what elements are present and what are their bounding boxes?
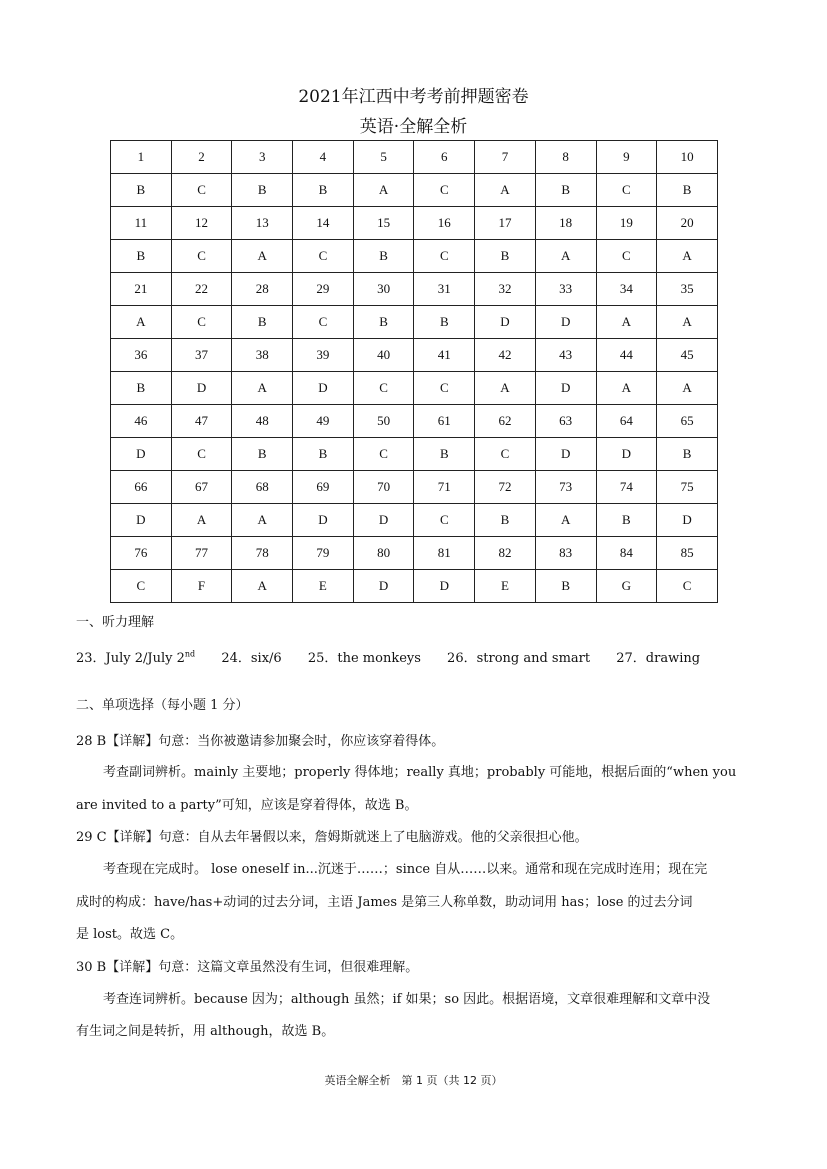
- table-cell: A: [111, 306, 172, 339]
- table-cell: 41: [414, 339, 475, 372]
- table-cell: 7: [475, 141, 536, 174]
- table-cell: 39: [293, 339, 354, 372]
- q29-explanation-line: 考查现在完成时。 lose oneself in...沉迷于……；since 自从……以来。通常和现在完成时连用；现在完: [103, 862, 708, 877]
- table-cell: 14: [293, 207, 354, 240]
- table-cell: 67: [171, 471, 232, 504]
- table-cell: D: [596, 438, 657, 471]
- table-cell: 61: [414, 405, 475, 438]
- table-cell: 1: [111, 141, 172, 174]
- table-cell: 73: [535, 471, 596, 504]
- table-cell: 4: [293, 141, 354, 174]
- table-cell: 9: [596, 141, 657, 174]
- table-cell: 2: [171, 141, 232, 174]
- table-cell: A: [232, 240, 293, 273]
- table-cell: C: [596, 174, 657, 207]
- table-row: [111, 240, 718, 273]
- table-cell: 46: [111, 405, 172, 438]
- q30-explanation-line: 有生词之间是转折，用 although，故选 B。: [76, 1024, 335, 1039]
- table-cell: D: [535, 306, 596, 339]
- table-cell: 29: [293, 273, 354, 306]
- table-cell: 34: [596, 273, 657, 306]
- table-cell: 18: [535, 207, 596, 240]
- table-cell: 81: [414, 537, 475, 570]
- table-row: [111, 306, 718, 339]
- table-cell: B: [414, 306, 475, 339]
- answer-25: 25．the monkeys: [307, 651, 421, 667]
- table-cell: 66: [111, 471, 172, 504]
- table-cell: C: [353, 438, 414, 471]
- table-cell: D: [293, 504, 354, 537]
- q28-explanation-line: 考查副词辨析。mainly 主要地；properly 得体地；really 真地；probably 可能地，根据后面的“when you: [103, 765, 737, 780]
- q29-explanation-line: 是 lost。故选 C。: [76, 927, 184, 942]
- table-cell: 72: [475, 471, 536, 504]
- table-cell: F: [171, 570, 232, 603]
- table-row: [111, 339, 718, 372]
- table-cell: 68: [232, 471, 293, 504]
- table-row: [111, 372, 718, 405]
- table-cell: A: [475, 372, 536, 405]
- table-cell: 11: [111, 207, 172, 240]
- table-cell: D: [535, 438, 596, 471]
- table-cell: C: [657, 570, 718, 603]
- listening-answers: [76, 646, 722, 668]
- table-cell: C: [475, 438, 536, 471]
- table-cell: D: [475, 306, 536, 339]
- table-cell: B: [475, 504, 536, 537]
- table-cell: 48: [232, 405, 293, 438]
- table-cell: C: [111, 570, 172, 603]
- table-cell: D: [353, 504, 414, 537]
- table-cell: 17: [475, 207, 536, 240]
- table-row: [111, 207, 718, 240]
- table-cell: 76: [111, 537, 172, 570]
- table-cell: B: [293, 438, 354, 471]
- table-cell: A: [232, 372, 293, 405]
- q29-heading: 29 C【详解】句意：自从去年暑假以来，詹姆斯就迷上了电脑游戏。他的父亲很担心他。: [76, 830, 588, 845]
- table-cell: C: [171, 240, 232, 273]
- table-cell: C: [414, 372, 475, 405]
- table-cell: B: [596, 504, 657, 537]
- table-cell: C: [414, 504, 475, 537]
- table-cell: B: [414, 438, 475, 471]
- table-cell: 82: [475, 537, 536, 570]
- table-cell: C: [171, 174, 232, 207]
- table-cell: 49: [293, 405, 354, 438]
- table-row: [111, 438, 718, 471]
- table-cell: E: [475, 570, 536, 603]
- table-cell: D: [111, 438, 172, 471]
- table-cell: 44: [596, 339, 657, 372]
- table-cell: D: [414, 570, 475, 603]
- table-cell: 69: [293, 471, 354, 504]
- table-cell: B: [111, 372, 172, 405]
- table-cell: 85: [657, 537, 718, 570]
- table-cell: B: [232, 306, 293, 339]
- table-cell: 35: [657, 273, 718, 306]
- table-cell: 74: [596, 471, 657, 504]
- table-cell: D: [657, 504, 718, 537]
- table-cell: 8: [535, 141, 596, 174]
- table-cell: 33: [535, 273, 596, 306]
- table-row: [111, 405, 718, 438]
- section-heading-single-choice: 二、单项选择（每小题 1 分）: [76, 698, 249, 713]
- table-cell: 70: [353, 471, 414, 504]
- table-cell: C: [414, 174, 475, 207]
- table-cell: B: [232, 438, 293, 471]
- table-cell: A: [596, 306, 657, 339]
- table-cell: 50: [353, 405, 414, 438]
- table-cell: B: [657, 438, 718, 471]
- table-cell: A: [475, 174, 536, 207]
- page-title: 2021年江西中考考前押题密卷: [298, 87, 529, 107]
- table-cell: 62: [475, 405, 536, 438]
- table-cell: B: [111, 240, 172, 273]
- table-cell: C: [171, 438, 232, 471]
- table-cell: A: [657, 306, 718, 339]
- page-subtitle: 英语·全解全析: [359, 117, 468, 137]
- page-footer: 英语全解全析 第 1 页（共 12 页）: [324, 1074, 503, 1087]
- table-cell: B: [353, 240, 414, 273]
- q28-explanation-line: are invited to a party”可知，应该是穿着得体，故选 B。: [76, 798, 418, 813]
- table-cell: 22: [171, 273, 232, 306]
- table-cell: 71: [414, 471, 475, 504]
- table-row: [111, 570, 718, 603]
- table-cell: B: [293, 174, 354, 207]
- q30-explanation-line: 考查连词辨析。because 因为；although 虽然；if 如果；so 因此。根据语境，文章很难理解和文章中没: [103, 992, 711, 1007]
- table-cell: D: [171, 372, 232, 405]
- table-cell: A: [535, 504, 596, 537]
- table-cell: B: [535, 570, 596, 603]
- table-cell: B: [232, 174, 293, 207]
- table-cell: 36: [111, 339, 172, 372]
- answer-table: [110, 140, 718, 603]
- table-cell: 45: [657, 339, 718, 372]
- answer-27: 27．drawing: [616, 651, 701, 667]
- table-cell: 13: [232, 207, 293, 240]
- table-cell: A: [353, 174, 414, 207]
- table-cell: A: [657, 372, 718, 405]
- table-cell: 12: [171, 207, 232, 240]
- table-row: [111, 537, 718, 570]
- table-cell: 32: [475, 273, 536, 306]
- table-cell: E: [293, 570, 354, 603]
- table-cell: 64: [596, 405, 657, 438]
- table-cell: D: [111, 504, 172, 537]
- table-cell: 38: [232, 339, 293, 372]
- table-row: [111, 141, 718, 174]
- table-cell: 19: [596, 207, 657, 240]
- table-cell: D: [535, 372, 596, 405]
- table-row: [111, 273, 718, 306]
- table-cell: B: [535, 174, 596, 207]
- table-cell: 78: [232, 537, 293, 570]
- table-cell: 16: [414, 207, 475, 240]
- q28-heading: 28 B【详解】句意：当你被邀请参加聚会时，你应该穿着得体。: [76, 734, 445, 749]
- table-cell: D: [353, 570, 414, 603]
- table-cell: A: [171, 504, 232, 537]
- table-cell: 5: [353, 141, 414, 174]
- table-cell: 77: [171, 537, 232, 570]
- table-cell: 15: [353, 207, 414, 240]
- table-cell: 40: [353, 339, 414, 372]
- table-cell: 6: [414, 141, 475, 174]
- table-row: [111, 504, 718, 537]
- table-cell: B: [475, 240, 536, 273]
- q30-heading: 30 B【详解】句意：这篇文章虽然没有生词，但很难理解。: [76, 960, 419, 975]
- table-cell: 65: [657, 405, 718, 438]
- table-cell: B: [657, 174, 718, 207]
- table-cell: C: [414, 240, 475, 273]
- section-heading-listening: 一、听力理解: [76, 615, 155, 630]
- table-cell: 43: [535, 339, 596, 372]
- table-cell: 42: [475, 339, 536, 372]
- table-cell: C: [293, 240, 354, 273]
- q29-explanation-line: 成时的构成：have/has+动词的过去分词，主语 James 是第三人称单数，助动词用 has；lose 的过去分词: [76, 895, 693, 910]
- table-cell: A: [232, 570, 293, 603]
- table-cell: C: [596, 240, 657, 273]
- table-cell: 20: [657, 207, 718, 240]
- table-cell: 84: [596, 537, 657, 570]
- table-cell: 3: [232, 141, 293, 174]
- table-cell: A: [232, 504, 293, 537]
- table-cell: 47: [171, 405, 232, 438]
- table-cell: 63: [535, 405, 596, 438]
- table-cell: 31: [414, 273, 475, 306]
- answer-26: 26．strong and smart: [447, 651, 591, 667]
- answer-23: 23．July 2/July 2nd: [76, 650, 196, 667]
- table-cell: 83: [535, 537, 596, 570]
- table-cell: 80: [353, 537, 414, 570]
- table-row: [111, 471, 718, 504]
- table-cell: 79: [293, 537, 354, 570]
- table-cell: A: [535, 240, 596, 273]
- table-cell: 10: [657, 141, 718, 174]
- table-cell: B: [111, 174, 172, 207]
- table-cell: D: [293, 372, 354, 405]
- table-cell: 75: [657, 471, 718, 504]
- table-cell: C: [293, 306, 354, 339]
- table-cell: 21: [111, 273, 172, 306]
- table-row: [111, 174, 718, 207]
- table-cell: 37: [171, 339, 232, 372]
- table-cell: C: [171, 306, 232, 339]
- table-cell: A: [657, 240, 718, 273]
- table-cell: 30: [353, 273, 414, 306]
- answer-24: 24．six/6: [221, 651, 282, 667]
- table-cell: G: [596, 570, 657, 603]
- table-cell: C: [353, 372, 414, 405]
- table-cell: 28: [232, 273, 293, 306]
- table-cell: A: [596, 372, 657, 405]
- table-cell: B: [353, 306, 414, 339]
